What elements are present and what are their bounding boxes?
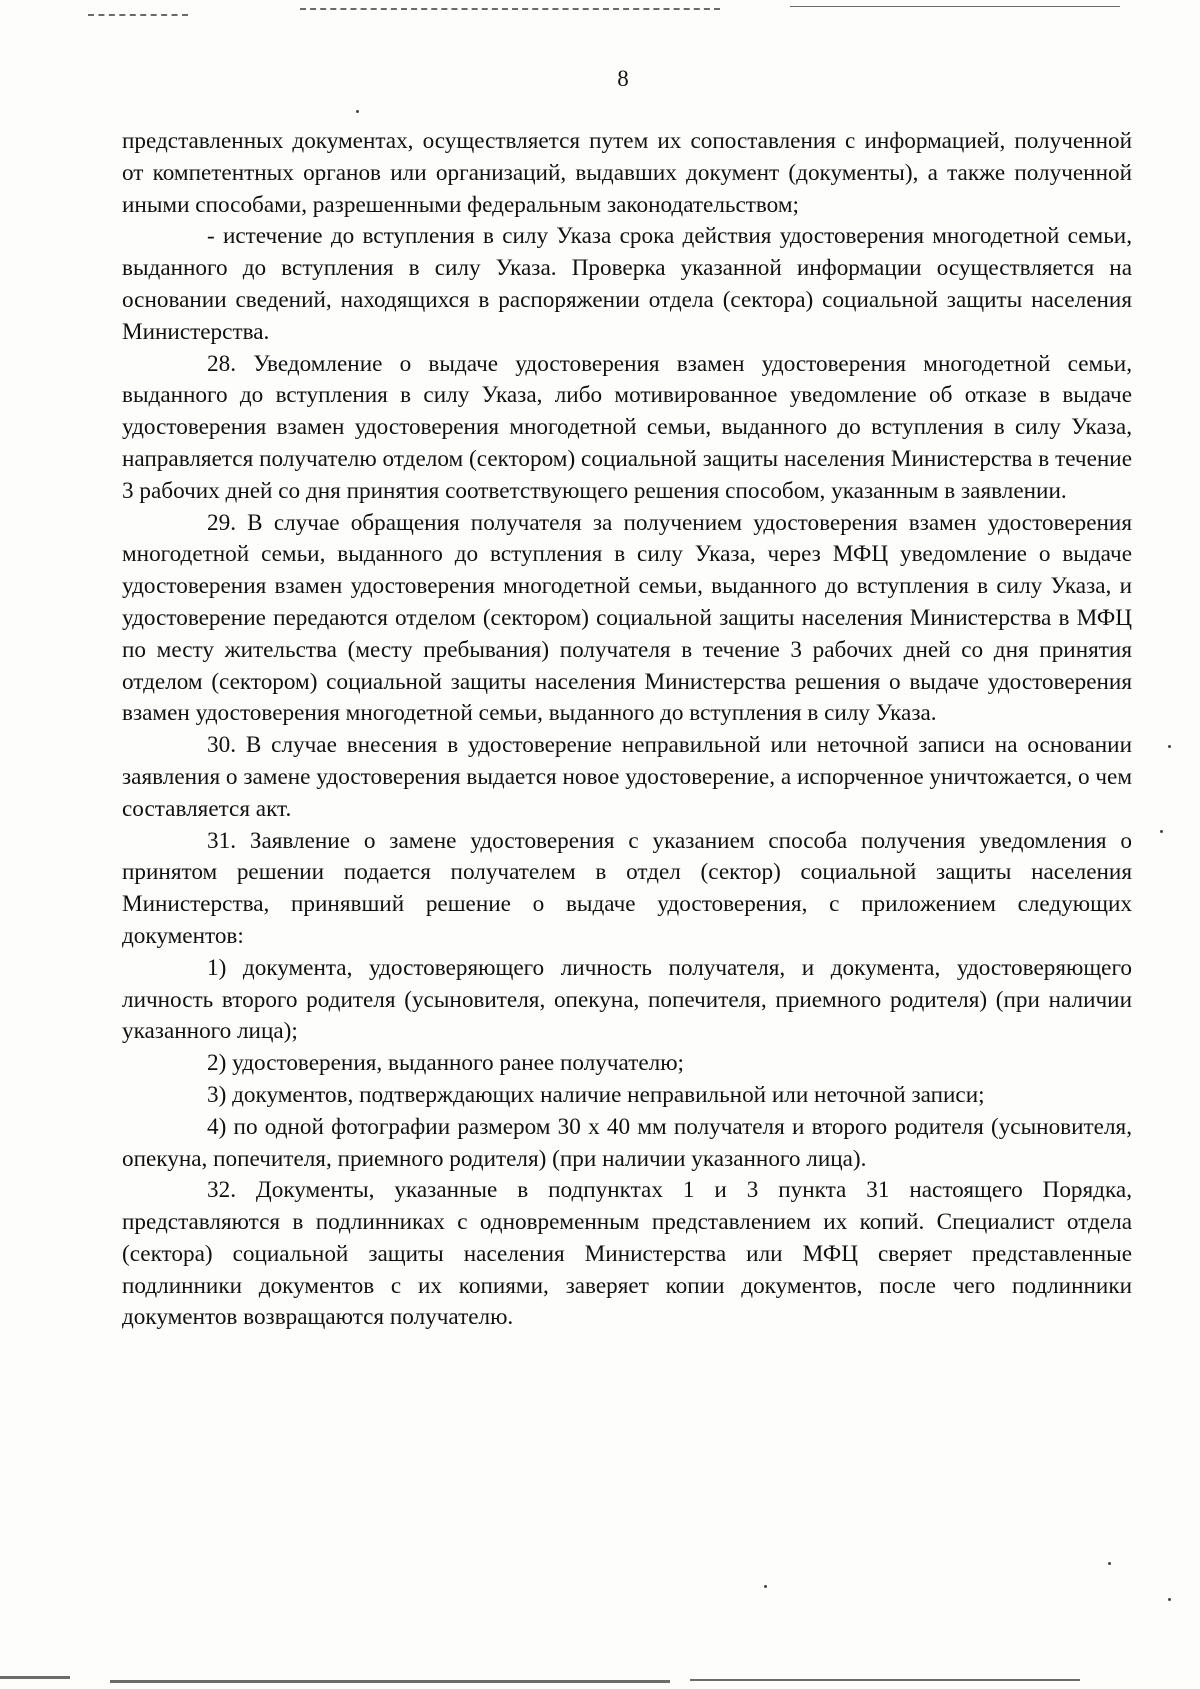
paragraph-31: 31. Заявление о замене удостоверения с указанием способа получения уведомления о принятом решении подается получателем в отдел (сектор) социальной защиты населения Министерства, принявший решение о выдаче удостоверения, с приложением следующих документов:	[122, 827, 1132, 949]
paragraph-31-item-2: 2) удостоверения, выданного ранее получателю;	[207, 1050, 684, 1077]
scan-artifact-top-right	[790, 6, 1120, 7]
paragraph-31-item-3: 3) документов, подтверждающих наличие неправильной или неточной записи;	[207, 1081, 985, 1108]
paragraph-30: 30. В случае внесения в удостоверение неправильной или неточной записи на основании заявления о замене удостоверения выдается новое удостоверение, а испорченное уничтожается, о чем составляется акт.	[122, 732, 1132, 822]
scan-artifact-bottom-center	[110, 1680, 670, 1683]
scan-artifact-bottom-left	[0, 1676, 70, 1679]
scan-speck	[1160, 830, 1163, 833]
paragraph-31-item-1: 1) документа, удостоверяющего личность получателя, и документа, удостоверяющего личность второго родителя (усыновителя, опекуна, попечителя, приемного родителя) (при наличии указанного лица);	[122, 954, 1132, 1045]
document-body	[122, 126, 1132, 1334]
scan-speck	[1168, 1598, 1171, 1601]
scan-artifact-bottom-right	[690, 1679, 1080, 1681]
scan-speck	[764, 1585, 767, 1588]
page-number: 8	[617, 66, 629, 91]
scan-artifact-top-center	[300, 8, 720, 10]
scan-speck	[1108, 1562, 1111, 1565]
paragraph-29: 29. В случае обращения получателя за получением удостоверения взамен удостоверения многодетной семьи, выданного до вступления в силу Указа, через МФЦ уведомление о выдаче удостоверения взамен удостоверения многодетной семьи, выданного до вступления в силу Указа, и удостоверение передаются отделом (сектором) социальной защиты населения Министерства в МФЦ по месту жительства (месту пребывания) получателя в течение 3 рабочих дней со дня принятия отделом (сектором) социальной защиты населения Министерства решения о выдаче удостоверения взамен удостоверения многодетной семьи, выданного до вступления в силу Указа.	[122, 509, 1132, 727]
scan-artifact-top-left	[88, 14, 188, 16]
scan-speck	[1168, 745, 1171, 748]
scan-speck	[356, 110, 359, 113]
paragraph-bullet-expiry: - истечение до вступления в силу Указа срока действия удостоверения многодетной семьи, выданного до вступления в силу Указа. Проверка указанной информации осуществляется на основании сведений, находящихся в распоряжении отдела (сектора) социальной защиты населения Министерства.	[122, 223, 1132, 345]
paragraph-31-item-4: 4) по одной фотографии размером 30 х 40 мм получателя и второго родителя (усыновителя, опекуна, попечителя, приемного родителя) (при наличии указанного лица).	[122, 1113, 1132, 1172]
paragraph-28: 28. Уведомление о выдаче удостоверения взамен удостоверения многодетной семьи, выданного до вступления в силу Указа, либо мотивированное уведомление об отказе в выдаче удостоверения взамен удостоверения многодетной семьи, выданного до вступления в силу Указа, направляется получателю отделом (сектором) социальной защиты населения Министерства в течение 3 рабочих дней со дня принятия соответствующего решения способом, указанным в заявлении.	[122, 350, 1132, 504]
paragraph-32: 32. Документы, указанные в подпунктах 1 и 3 пункта 31 настоящего Порядка, представляются в подлинниках с одновременным представлением их копий. Специалист отдела (сектора) социальной защиты населения Министерства или МФЦ сверяет представленные подлинники документов с их копиями, заверяет копии документов, после чего подлинники документов возвращаются получателю.	[122, 1177, 1132, 1331]
paragraph-continuation: представленных документах, осуществляется путем их сопоставления с информацией, полученной от компетентных органов или организаций, выдавших документ (документы), а также полученной иными способами, разрешенными федеральным законодательством;	[122, 128, 1132, 218]
